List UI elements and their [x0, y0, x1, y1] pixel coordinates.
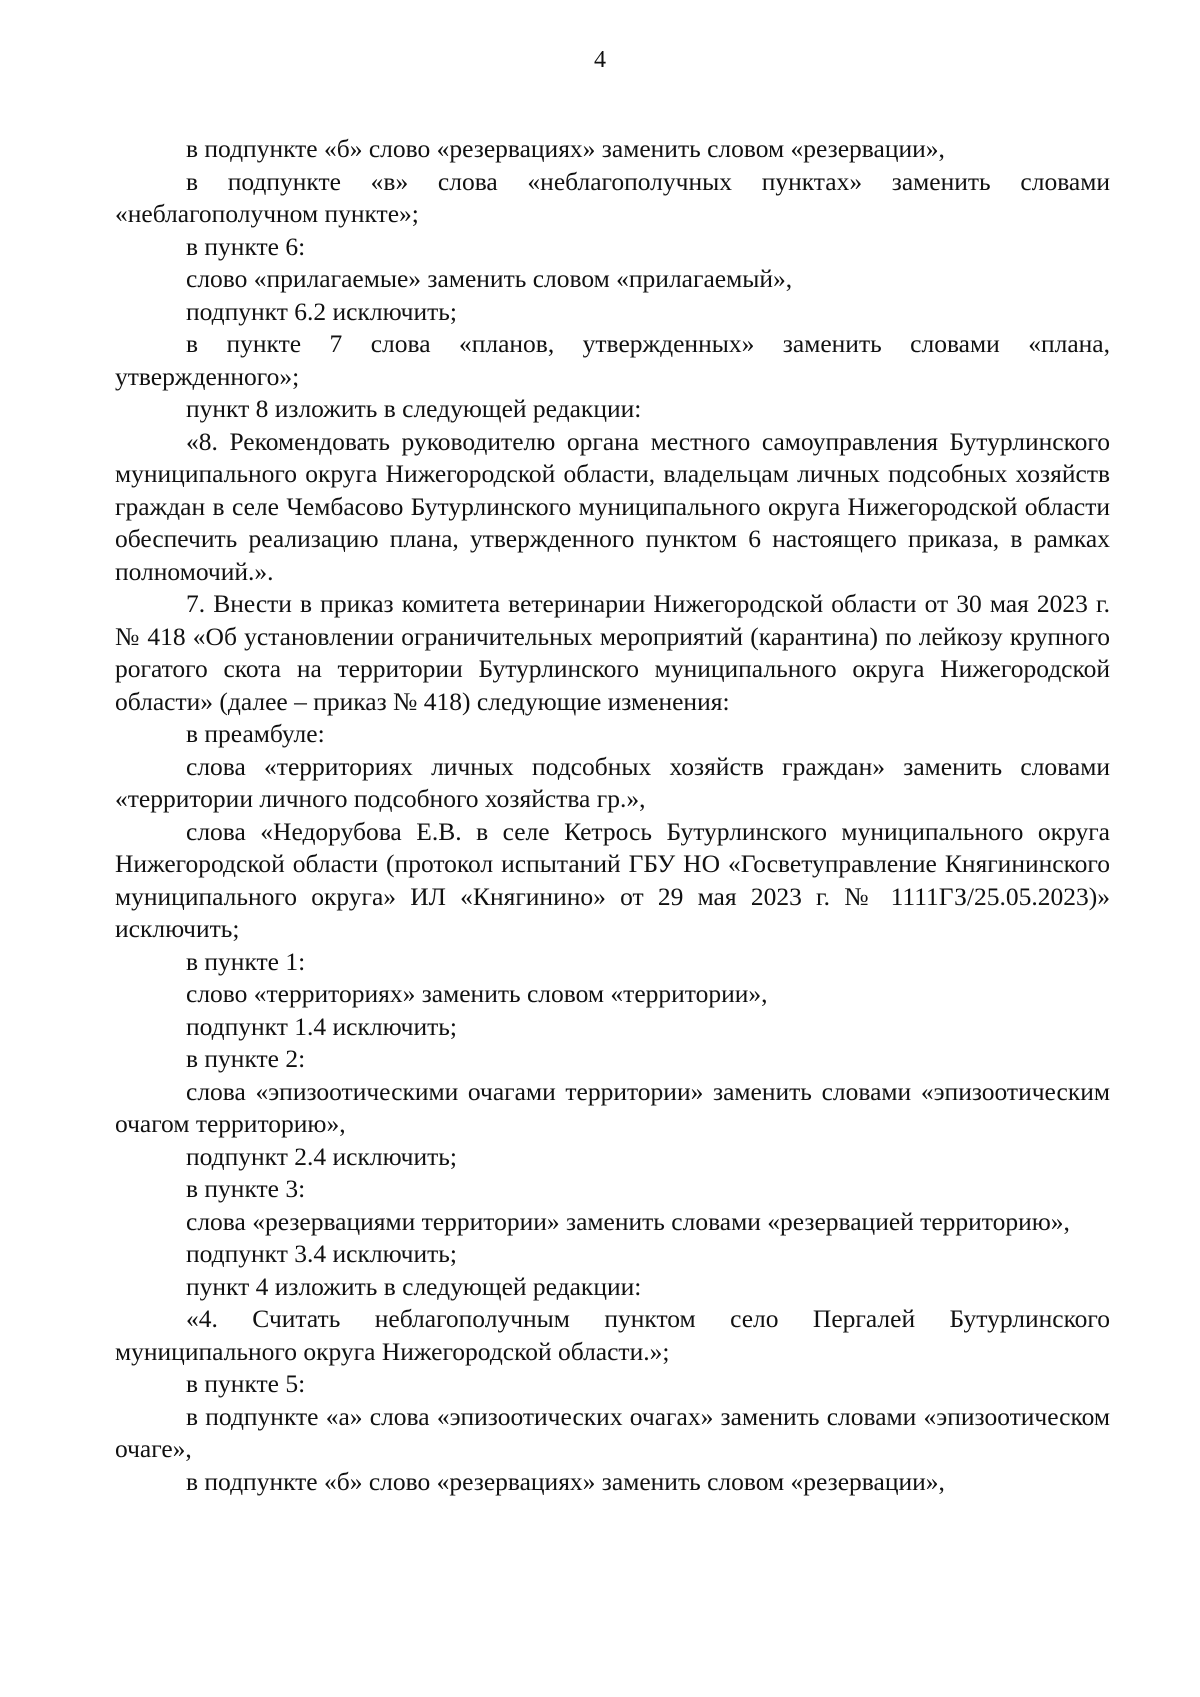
paragraph: подпункт 2.4 исключить;	[186, 1141, 457, 1171]
paragraph: в подпункте «в» слова «неблагополучных пунктах» заменить словами «неблагополучном пункте»;	[115, 166, 1110, 228]
paragraph: в пункте 7 слова «планов, утвержденных» заменить словами «плана, утвержденного»;	[115, 329, 1110, 391]
paragraph: слово «территориях» заменить словом «территории»,	[186, 979, 768, 1008]
paragraph: слово «прилагаемые» заменить словом «прилагаемый»,	[186, 264, 793, 293]
paragraph: слова «эпизоотическими очагами территории» заменить словами «эпизоотическим очагом территорию»,	[115, 1076, 1110, 1138]
paragraph: «8. Рекомендовать руководителю органа местного самоуправления Бутурлинского муниципального округа Нижегородской области, владельцам личных подсобных хозяйств граждан в селе Чембасово Бутурлинского муниципального округа Нижегородской области обеспечить реализацию плана, утвержденного пунктом 6 настоящего приказа, в рамках полномочий.».	[115, 426, 1110, 586]
paragraph: пункт 4 изложить в следующей редакции:	[186, 1271, 642, 1301]
paragraph: слова «территориях личных подсобных хозяйств граждан» заменить словами «территории личного подсобного хозяйства гр.»,	[115, 751, 1110, 813]
paragraph: в пункте 5:	[186, 1369, 306, 1398]
paragraph: подпункт 1.4 исключить;	[186, 1011, 457, 1041]
paragraph: в пункте 2:	[186, 1044, 306, 1073]
paragraph: подпункт 6.2 исключить;	[186, 296, 457, 326]
paragraph: пункт 8 изложить в следующей редакции:	[186, 394, 642, 423]
paragraph: 7. Внести в приказ комитета ветеринарии Нижегородской области от 30 мая 2023 г. № 418 «Об установлении ограничительных мероприятий (карантина) по лейкозу крупного рогатого скота на территории Бутурлинского муниципального округа Нижегородской области» (далее – приказ № 418) следующие изменения:	[115, 589, 1110, 716]
paragraph: «4. Считать неблагополучным пунктом село Пергалей Бутурлинского муниципального округа Нижегородской области.»;	[115, 1304, 1110, 1366]
document-body	[115, 133, 1110, 1498]
paragraph: в подпункте «б» слово «резервациях» заменить словом «резервации»,	[186, 134, 945, 163]
paragraph: слова «резервациями территории» заменить словами «резервацией территорию»,	[186, 1206, 1070, 1236]
paragraph: в подпункте «а» слова «эпизоотических очагах» заменить словами «эпизоотическом очаге»,	[115, 1401, 1110, 1463]
paragraph: подпункт 3.4 исключить;	[186, 1239, 457, 1268]
paragraph: в пункте 3:	[186, 1174, 306, 1203]
paragraph: в пункте 1:	[186, 946, 306, 976]
paragraph: в преамбуле:	[186, 719, 325, 748]
paragraph: в пункте 6:	[186, 231, 306, 261]
page-number: 4	[594, 47, 606, 73]
paragraph: слова «Недорубова Е.В. в селе Кетрось Бутурлинского муниципального округа Нижегородской области (протокол испытаний ГБУ НО «Госветуправление Княгининского муниципального округа» ИЛ «Княгинино» от 29 мая 2023 г. № 1111ГЗ/25.05.2023)» исключить;	[115, 816, 1110, 943]
paragraph: в подпункте «б» слово «резервациях» заменить словом «резервации»,	[186, 1466, 945, 1496]
